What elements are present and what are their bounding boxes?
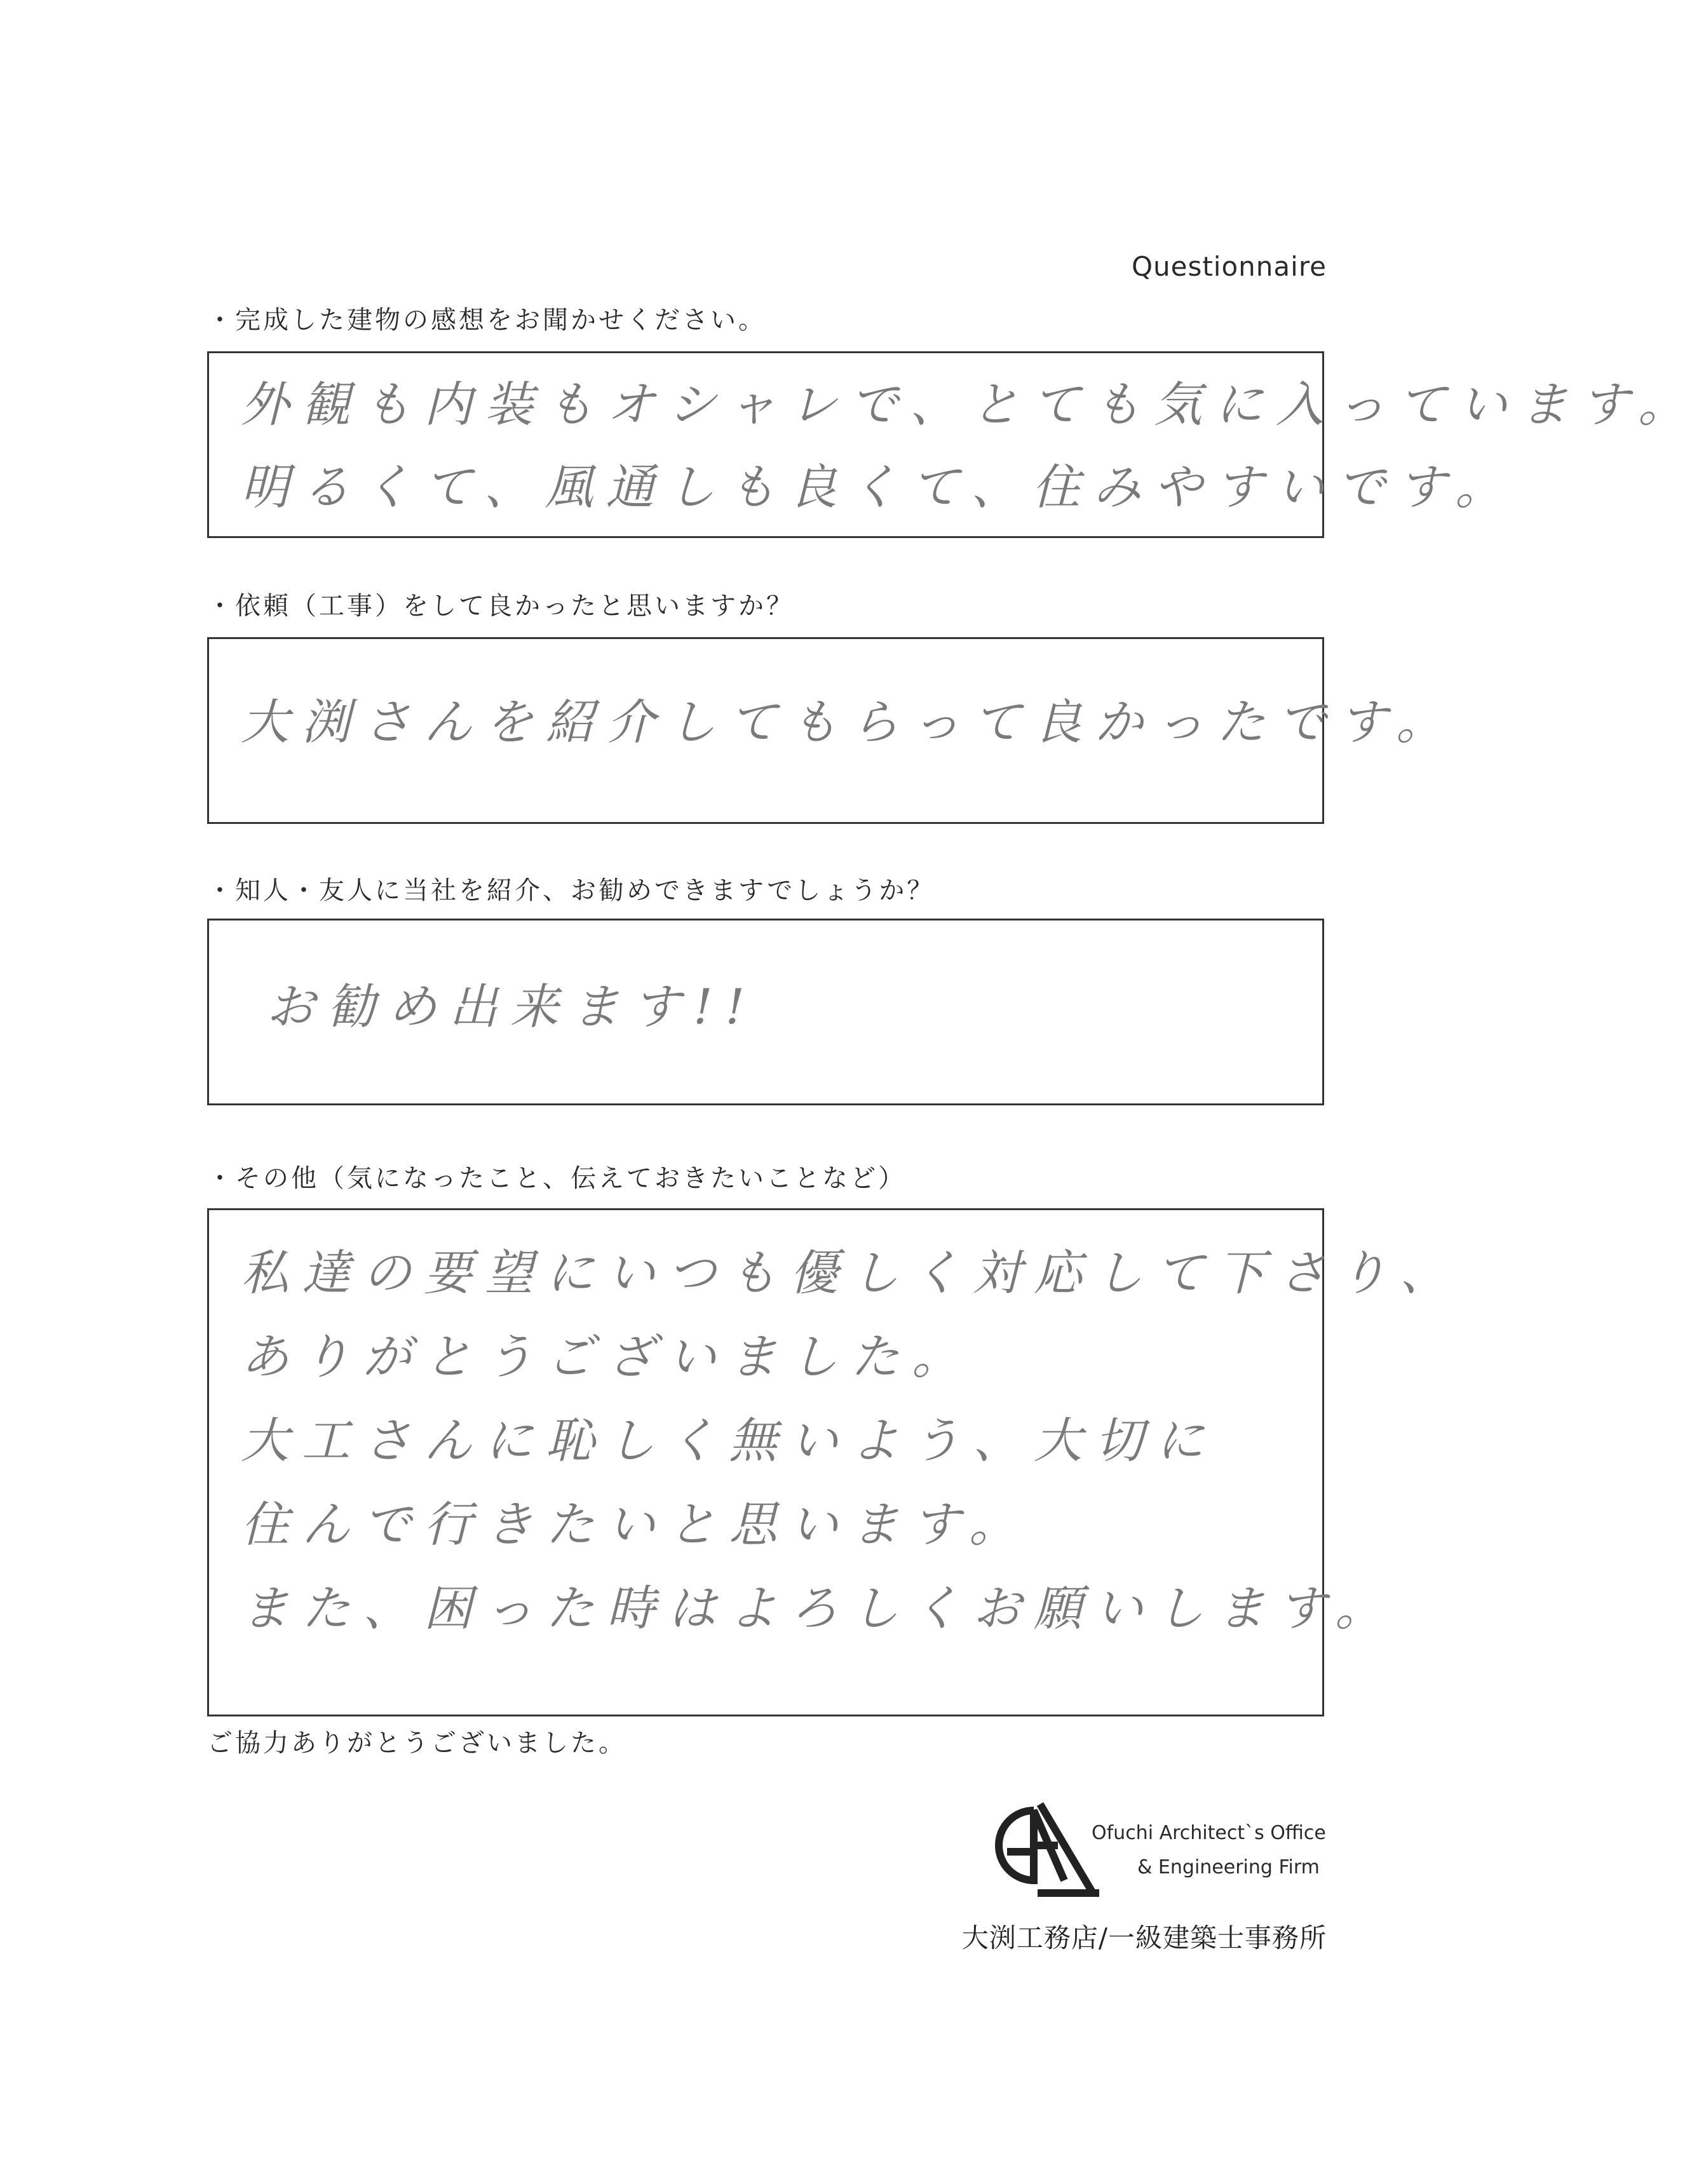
answer-box-2: [207, 637, 1457, 824]
answer-4-line-4: 住んで行きたいと思います。: [241, 1496, 1030, 1553]
answer-4-line-1: 私達の要望にいつも優しく対応して下さり、: [241, 1244, 1461, 1301]
document-title: Questionnaire: [1131, 251, 1327, 282]
ofuchi-logo-icon: [963, 1785, 1102, 1899]
logo-text-line-1: Ofuchi Architect`s Office: [1092, 1822, 1326, 1844]
company-name: 大渕工務店/一級建築士事務所: [961, 1922, 1327, 1953]
logo-text-line-2: & Engineering Firm: [1137, 1856, 1320, 1878]
answer-box-3: [207, 919, 1324, 1105]
answer-3-line-1: お勧め出来ます!!: [266, 978, 758, 1035]
question-3-label: ・知人・友人に当社を紹介、お勧めできますでしょうか？: [207, 876, 935, 905]
answer-4-line-5: また、困った時はよろしくお願いします。: [241, 1580, 1396, 1636]
answer-box-4: [207, 1208, 1461, 1716]
thanks-message: ご協力ありがとうございました。: [207, 1729, 626, 1758]
answer-2-line-1: 大渕さんを紹介してもらって良かったです。: [241, 694, 1457, 750]
answer-4-line-2: ありがとうございました。: [241, 1328, 973, 1385]
answer-1-line-2: 明るくて、風通しも良くて、住みやすいです。: [241, 459, 1516, 515]
answer-box-1: [207, 351, 1699, 538]
answer-4-line-3: 大工さんに恥しく無いよう、大切に: [241, 1412, 1217, 1469]
question-2-label: ・依頼（工事）をして良かったと思いますか？: [207, 591, 794, 621]
answer-1-line-1: 外観も内装もオシャレで、とても気に入っています。: [241, 376, 1699, 433]
question-1-label: ・完成した建物の感想をお聞かせください。: [207, 306, 766, 335]
question-4-label: ・その他（気になったこと、伝えておきたいことなど）: [207, 1164, 906, 1193]
